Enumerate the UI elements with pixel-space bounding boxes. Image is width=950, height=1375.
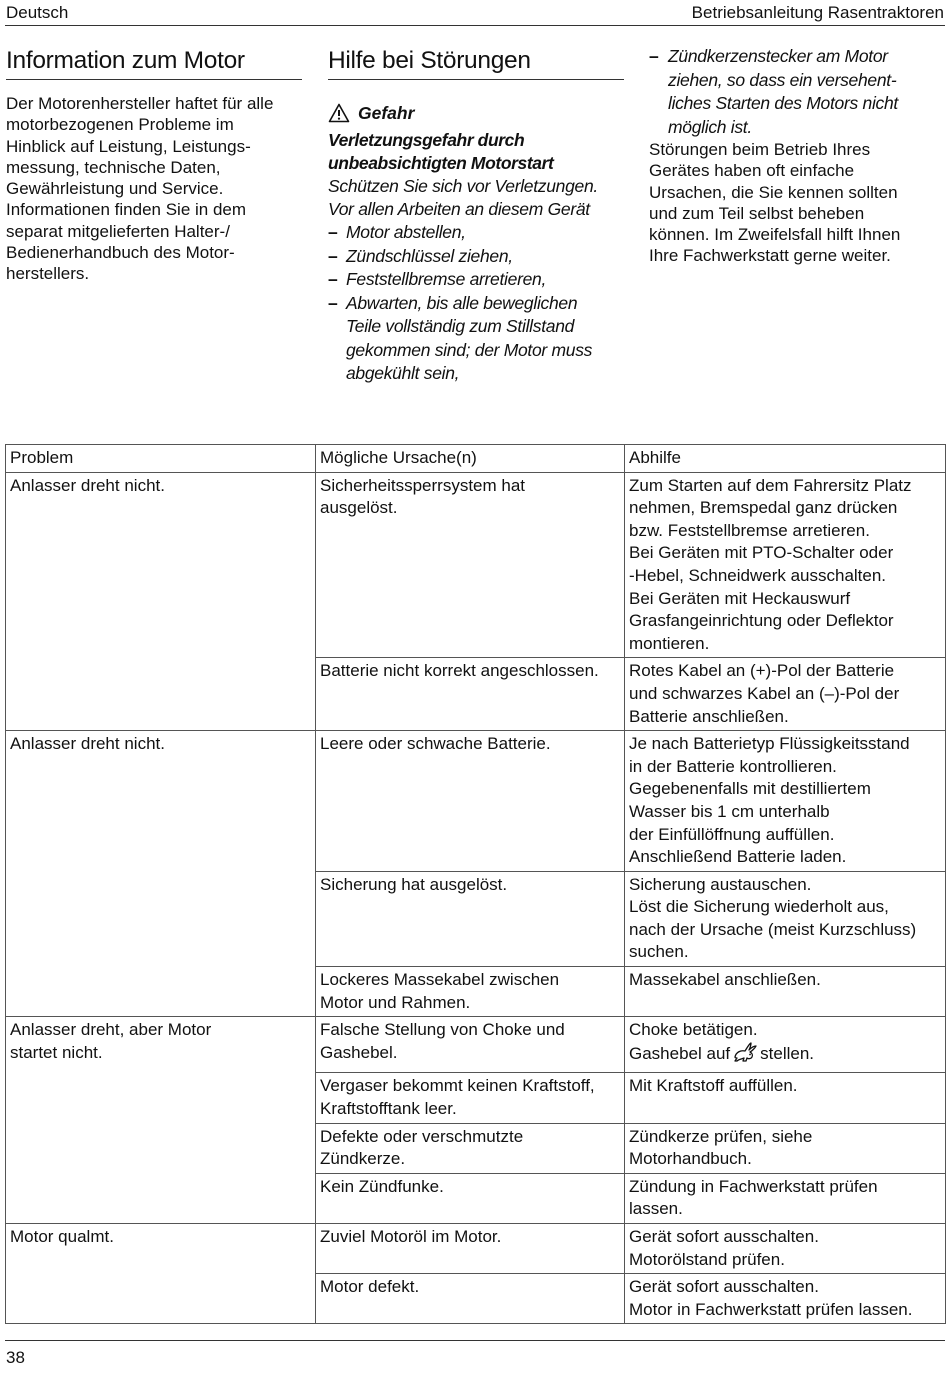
cell-line: Motor qualmt.: [10, 1227, 114, 1246]
cell-line: Motor und Rahmen.: [320, 992, 471, 1012]
list-item: [328, 268, 624, 292]
cell-line: Falsche Stellung von Choke und: [320, 1020, 565, 1040]
warning-text-line: Schützen Sie sich vor Verletzungen.: [328, 176, 598, 196]
remedy-cell: [625, 871, 946, 966]
text-line: Ihre Fachwerkstatt gerne weiter.: [649, 246, 891, 266]
cell-line: Kein Zündfunke.: [320, 1176, 444, 1196]
list-item: [328, 245, 624, 269]
cause-cell: [316, 871, 625, 966]
text-line: motorbezogenen Probleme im: [6, 115, 234, 135]
troubleshoot-intro: [649, 139, 941, 267]
cell-line: Anschließend Batterie laden.: [629, 847, 847, 867]
remedy-cell: [625, 472, 946, 658]
cell-line: Lockeres Massekabel zwischen: [320, 970, 560, 990]
problem-cell: [6, 1224, 316, 1324]
warning-label: Gefahr: [358, 103, 415, 123]
step-line: – Zündschlüssel ziehen,: [346, 245, 513, 266]
text-line: messung, technische Daten,: [6, 157, 221, 177]
cell-line: Gashebel.: [320, 1042, 398, 1062]
cell-line: Batterie nicht korrekt angeschlossen.: [320, 661, 599, 681]
cell-line: Zündung in Fachwerkstatt prüfen: [629, 1176, 878, 1196]
remedy-cell: [625, 967, 946, 1017]
cell-line: Rotes Kabel an (+)-Pol der Batterie: [629, 661, 895, 681]
text-line: herstellers.: [6, 264, 90, 284]
cause-cell: [316, 1274, 625, 1324]
cell-line: Massekabel anschließen.: [629, 970, 821, 990]
cell-line: Zuviel Motoröl im Motor.: [320, 1227, 502, 1246]
cell-line: -Hebel, Schneidwerk ausschalten.: [629, 565, 887, 585]
motor-info-section: [6, 46, 302, 285]
cell-line: der Einfüllöffnung auffüllen.: [629, 824, 835, 844]
cell-line: suchen.: [629, 942, 689, 962]
list-item: [649, 45, 941, 139]
cell-line: Sicherung hat ausgelöst.: [320, 874, 508, 894]
remedy-cell: [625, 731, 946, 872]
header-doc-title: Betriebsanleitung Rasentraktoren: [691, 3, 944, 22]
step-line: – Abwarten, bis alle beweglichen: [346, 292, 578, 313]
table-row: [6, 1017, 946, 1073]
remedy-cell: [625, 1017, 946, 1073]
footer-rule: [5, 1340, 945, 1341]
cell-line: Je nach Batterietyp Flüssigkeitsstand: [629, 734, 910, 754]
cause-cell: [316, 1173, 625, 1223]
cause-cell: [316, 967, 625, 1017]
remedy-cell: [625, 658, 946, 731]
troubleshoot-title: Hilfe bei Störungen: [328, 46, 624, 80]
step-line: – Feststellbremse arretieren,: [346, 269, 547, 289]
list-item: [328, 221, 624, 245]
cell-line: Kraftstofftank leer.: [320, 1099, 457, 1119]
cause-cell: [316, 731, 625, 872]
cause-cell: [316, 472, 625, 658]
cell-line: Mit Kraftstoff auffüllen.: [629, 1076, 798, 1096]
problem-cell: [6, 472, 316, 731]
cell-line: Gerät sofort ausschalten.: [629, 1227, 819, 1246]
text-line: Informationen finden Sie in dem: [6, 200, 247, 220]
column-header-remedy: Abhilfe: [625, 445, 946, 473]
cell-line-with-icon: [629, 1042, 941, 1071]
remedy-cell: [625, 1073, 946, 1123]
cell-line: montieren.: [629, 633, 710, 653]
step-line: gekommen sind; der Motor muss: [346, 339, 593, 360]
cell-line: Anlasser dreht nicht.: [10, 734, 165, 754]
step-line: – Zündkerzenstecker am Motor: [668, 46, 888, 66]
text-line: Hinblick auf Leistung, Leistungs-: [6, 136, 251, 156]
cause-cell: [316, 1073, 625, 1123]
cell-line: Motor in Fachwerkstatt prüfen lassen.: [629, 1299, 913, 1319]
step-line: – Motor abstellen,: [346, 222, 466, 242]
cell-line: nach der Ursache (meist Kurzschluss): [629, 919, 917, 939]
warning-subtitle-line: Verletzungsgefahr durch: [328, 130, 525, 150]
warning-text-line: Vor allen Arbeiten an diesem Gerät: [328, 199, 590, 219]
cell-line: Zündkerze.: [320, 1149, 406, 1169]
text-line: Ursachen, die Sie kennen sollten: [649, 182, 898, 202]
step-line: ziehen, so dass ein versehent-: [668, 69, 897, 90]
cell-line: Zündkerze prüfen, siehe: [629, 1126, 813, 1146]
cause-cell: [316, 1123, 625, 1173]
warning-heading: [328, 102, 624, 129]
text-line: und zum Teil selbst beheben: [649, 203, 865, 223]
safety-steps-list: [328, 221, 624, 386]
text-line: Gerätes haben oft einfache: [649, 161, 855, 181]
cell-line: Sicherung austauschen.: [629, 874, 812, 894]
remedy-cell: [625, 1224, 946, 1274]
text-line: Bedienerhandbuch des Motor-: [6, 243, 235, 263]
header-language: Deutsch: [6, 3, 69, 22]
cell-line: Defekte oder verschmutzte: [320, 1126, 524, 1146]
troubleshoot-section: [328, 46, 624, 386]
troubleshooting-table: [5, 444, 946, 1324]
safety-steps-list-continued: [649, 45, 941, 139]
cause-cell: [316, 658, 625, 731]
warning-subtitle-line: unbeabsichtigten Motorstart: [328, 153, 554, 173]
rabbit-icon: [732, 1042, 758, 1071]
cell-line: nehmen, Bremspedal ganz drücken: [629, 498, 898, 518]
cell-line: Anlasser dreht, aber Motor: [10, 1020, 212, 1040]
cell-line: Vergaser bekommt keinen Kraftstoff,: [320, 1076, 595, 1096]
table-row: [6, 1224, 946, 1274]
cell-line: Gerät sofort ausschalten.: [629, 1277, 819, 1297]
cell-text: stellen.: [760, 1043, 815, 1063]
problem-cell: [6, 731, 316, 1017]
cell-line: bzw. Feststellbremse arretieren.: [629, 520, 870, 540]
text-line: Der Motorenhersteller haftet für alle: [6, 94, 274, 113]
step-line: Teile vollständig zum Stillstand: [346, 316, 575, 336]
warning-triangle-icon: [328, 103, 350, 129]
cell-line: ausgelöst.: [320, 498, 398, 518]
cell-line: Gegebenenfalls mit destilliertem: [629, 779, 871, 799]
cell-line: startet nicht.: [10, 1042, 103, 1062]
text-line: können. Im Zweifelsfall hilft Ihnen: [649, 225, 901, 245]
cell-line: Bei Geräten mit Heckauswurf: [629, 588, 851, 608]
cell-line: Grasfangeinrichtung oder Deflektor: [629, 611, 894, 631]
column-header-cause: Mögliche Ursache(n): [316, 445, 625, 473]
cell-line: Motorölstand prüfen.: [629, 1249, 785, 1269]
cell-line: Motor defekt.: [320, 1277, 420, 1297]
cell-line: Choke betätigen.: [629, 1020, 758, 1040]
cell-line: Zum Starten auf dem Fahrersitz Platz: [629, 475, 912, 495]
table-row: [6, 731, 946, 872]
cell-line: und schwarzes Kabel an (–)-Pol der: [629, 683, 900, 703]
table-header-row: [6, 445, 946, 473]
cause-cell: [316, 1224, 625, 1274]
header-rule: [5, 25, 945, 26]
text-line: Gewährleistung und Service.: [6, 179, 224, 199]
cell-text: Gashebel auf: [629, 1043, 731, 1063]
remedy-cell: [625, 1123, 946, 1173]
cell-line: Leere oder schwache Batterie.: [320, 734, 551, 754]
cell-line: Batterie anschließen.: [629, 706, 789, 726]
text-line: separat mitgelieferten Halter-/: [6, 221, 230, 241]
cell-line: in der Batterie kontrollieren.: [629, 756, 837, 776]
text-line: Störungen beim Betrieb Ihres: [649, 140, 871, 159]
warning-subtitle: [328, 129, 624, 175]
problem-cell: [6, 1017, 316, 1224]
cell-line: Motorhandbuch.: [629, 1149, 752, 1169]
motor-info-title: Information zum Motor: [6, 46, 302, 80]
table-row: [6, 472, 946, 658]
step-line: möglich ist.: [668, 116, 752, 137]
page-number: 38: [6, 1348, 25, 1367]
list-item: [328, 292, 624, 386]
remedy-cell: [625, 1274, 946, 1324]
cell-line: Sicherheitssperrsystem hat: [320, 475, 526, 495]
step-line: liches Starten des Motors nicht: [668, 93, 898, 113]
step-line: abgekühlt sein,: [346, 363, 460, 383]
warning-text: [328, 175, 624, 221]
motor-info-text: [6, 93, 302, 285]
cell-line: Löst die Sicherung wiederholt aus,: [629, 897, 889, 917]
cell-line: Anlasser dreht nicht.: [10, 475, 165, 495]
troubleshoot-continued: [649, 46, 941, 267]
cause-cell: [316, 1017, 625, 1073]
cell-line: lassen.: [629, 1199, 683, 1219]
cell-line: Wasser bis 1 cm unterhalb: [629, 801, 830, 821]
remedy-cell: [625, 1173, 946, 1223]
column-header-problem: Problem: [6, 445, 316, 473]
cell-line: Bei Geräten mit PTO-Schalter oder: [629, 543, 894, 563]
